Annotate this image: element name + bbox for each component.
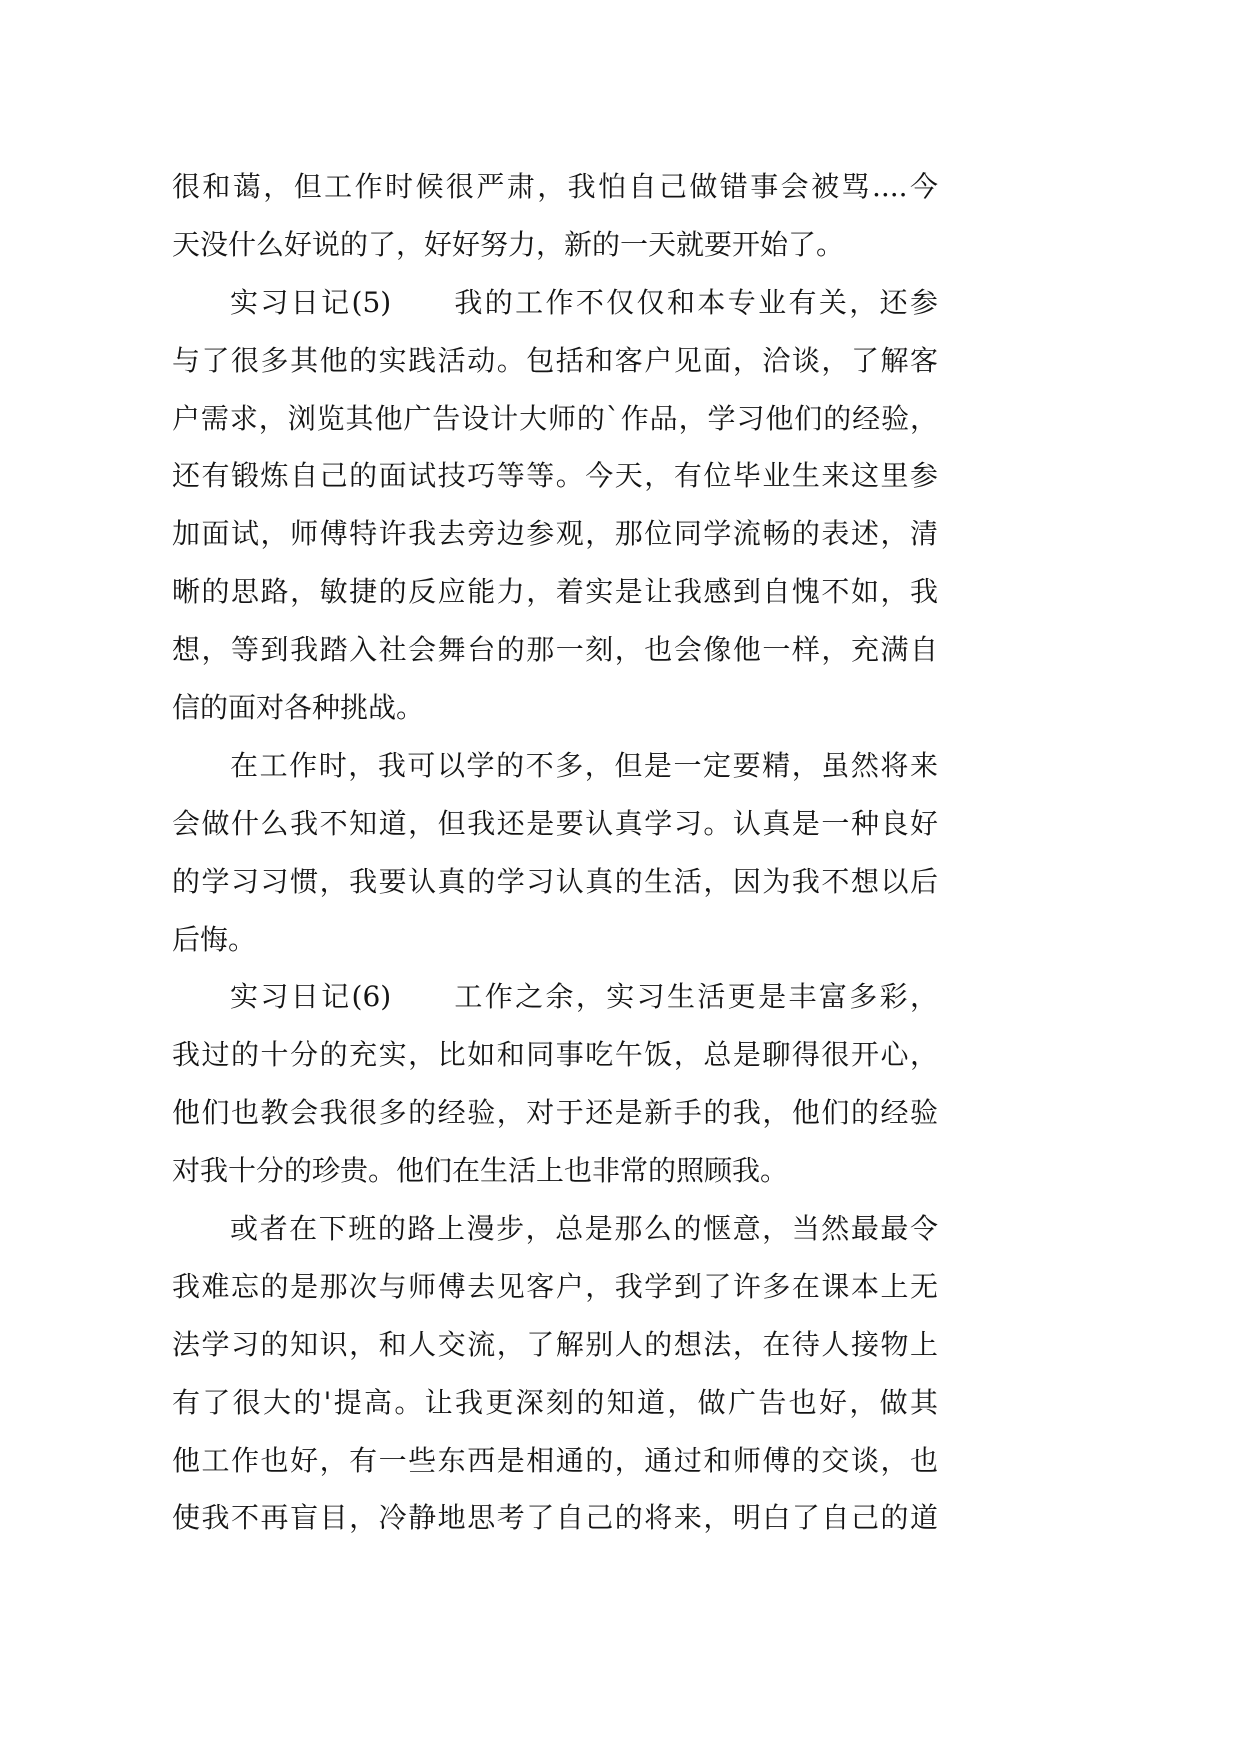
text-line: 信的面对各种挑战。 — [172, 691, 425, 725]
paragraph-diary-5 — [172, 274, 938, 737]
body-text — [172, 158, 938, 1547]
text-line: 有了很大的'提高。让我更深刻的知道，做广告也好，做其 — [172, 1385, 938, 1419]
text-line: 对我十分的珍贵。他们在生活上也非常的照顾我。 — [172, 1154, 789, 1188]
text-line: 后悔。 — [172, 922, 257, 956]
text-line: 实习日记(6) 工作之余，实习生活更是丰富多彩， — [230, 980, 938, 1014]
text-line: 我过的十分的充实，比如和同事吃午饭，总是聊得很开心， — [172, 1038, 938, 1072]
text-line: 与了很多其他的实践活动。包括和客户见面，洽谈，了解客 — [172, 343, 938, 377]
text-line: 户需求，浏览其他广告设计大师的`作品，学习他们的经验， — [172, 401, 938, 435]
text-line: 很和蔼，但工作时候很严肃，我怕自己做错事会被骂....今 — [172, 170, 938, 203]
text-line: 实习日记(5) 我的工作不仅仅和本专业有关，还参 — [230, 285, 938, 319]
text-line: 法学习的知识，和人交流，了解别人的想法，在待人接物上 — [172, 1327, 938, 1361]
text-line: 的学习习惯，我要认真的学习认真的生活，因为我不想以后 — [172, 864, 938, 898]
text-line: 加面试，师傅特许我去旁边参观，那位同学流畅的表述，清 — [172, 517, 938, 551]
text-line: 使我不再盲目，冷静地思考了自己的将来，明白了自己的道 — [172, 1501, 938, 1535]
text-line: 还有锻炼自己的面试技巧等等。今天，有位毕业生来这里参 — [172, 459, 938, 493]
paragraph-diary-6 — [172, 968, 938, 1200]
paragraph — [172, 737, 938, 969]
text-line: 他工作也好，有一些东西是相通的，通过和师傅的交谈，也 — [172, 1443, 938, 1477]
paragraph — [172, 1200, 938, 1547]
text-line: 会做什么我不知道，但我还是要认真学习。认真是一种良好 — [172, 806, 938, 840]
paragraph — [172, 158, 938, 274]
text-line: 晰的思路，敏捷的反应能力，着实是让我感到自愧不如，我 — [172, 575, 938, 609]
text-line: 或者在下班的路上漫步，总是那么的惬意，当然最最令 — [230, 1212, 938, 1246]
text-line: 在工作时，我可以学的不多，但是一定要精，虽然将来 — [230, 748, 938, 782]
text-line: 他们也教会我很多的经验，对于还是新手的我，他们的经验 — [172, 1096, 938, 1130]
text-line: 天没什么好说的了，好好努力，新的一天就要开始了。 — [172, 227, 845, 261]
text-line: 想，等到我踏入社会舞台的那一刻，也会像他一样，充满自 — [172, 633, 938, 667]
text-line: 我难忘的是那次与师傅去见客户，我学到了许多在课本上无 — [172, 1269, 938, 1303]
